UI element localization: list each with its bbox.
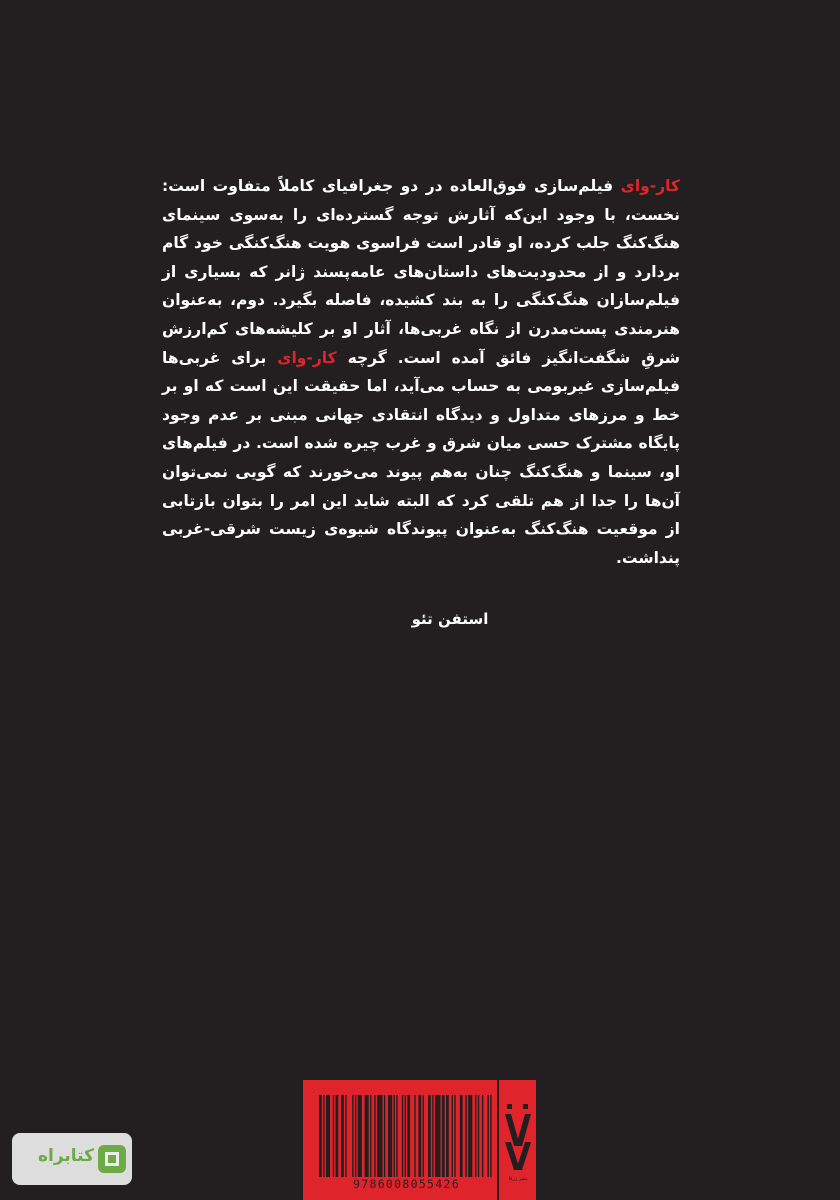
barcode-bar [446, 1095, 449, 1177]
barcode-bar [326, 1095, 330, 1177]
publisher-logo-icon [503, 1102, 533, 1172]
barcode-bar [352, 1095, 353, 1177]
barcode-bar [482, 1095, 483, 1177]
barcode-area [309, 1087, 492, 1191]
barcode-bar [341, 1095, 344, 1177]
barcode-bar [442, 1095, 445, 1177]
blurb-part-1: فیلم‌سازی فوق‌العاده در دو جغرافیای کاملاً متفاوت است: نخست، با وجود این‌که آثارش توجه گسترده‌ای را به‌سوی سینمای هنگ‌کنگ جلب کرده، او قادر است فراسوی هویت هنگ‌کنگی خود گام بردارد و از محدودیت‌های داستان‌های عامه‌پسند ژانر که بسیاری از فیلم‌سازان هنگ‌کنگی را به بند کشیده، فاصله بگیرد. دوم، به‌عنوان هنرمندی پست‌مدرن از نگاه غربی‌ها، آثار او بر کلیشه‌های کم‌ارزش شرقِ شگفت‌انگیز فائق آمده است. گرچه [162, 177, 680, 367]
blurb-highlight-name-2: کار-وای [277, 348, 337, 367]
barcode-bar [454, 1095, 455, 1177]
barcode-bar [490, 1095, 491, 1177]
barcode-bar [414, 1095, 415, 1177]
barcode-bar [333, 1095, 334, 1177]
barcode-bar [487, 1095, 488, 1177]
barcode-panel [303, 1080, 536, 1200]
barcode-bar [452, 1095, 453, 1177]
barcode [319, 1095, 493, 1177]
isbn-number: 9786008055426 [353, 1177, 460, 1191]
blurb-highlight-name: کار-وای [620, 177, 680, 195]
barcode-bar [370, 1095, 371, 1177]
barcode-bar [365, 1095, 369, 1177]
barcode-bar [460, 1095, 463, 1177]
barcode-bar [323, 1095, 324, 1177]
barcode-bar [388, 1095, 392, 1177]
blurb-part-2: برای غربی‌ها فیلم‌سازی غیربومی به حساب می‌آید، اما حقیقت این است که او بر خط و مرزهای متداول و دیدگاه انتقادی جهانی مبنی بر عدم وجود پایگاه مشترک حسی میان شرق و غرب چیره شده است. در فیلم‌های او، سینما و هنگ‌کنگ چنان به‌هم پیوند می‌خورند که گویی نمی‌توان آن‌ها را جدا از هم تلقی کرد که البته شاید این امر را بتوان بازتابی از موقعیت هنگ‌کنگ به‌عنوان پیوندگاه شیوه‌ی زیست شرقی-غربی پنداشت. [162, 348, 680, 567]
barcode-bar [345, 1095, 346, 1177]
kitabrah-logo-icon [94, 1141, 130, 1177]
barcode-divider [497, 1080, 499, 1200]
barcode-bar [435, 1095, 441, 1177]
blurb-text [162, 172, 680, 572]
publisher-name: نشر ژرفا [508, 1176, 528, 1182]
barcode-bar [465, 1095, 466, 1177]
author-name: استفن تئو [411, 610, 489, 628]
barcode-bar [384, 1095, 385, 1177]
barcode-bar [402, 1095, 403, 1177]
watermark-text: کتابراه [37, 1146, 94, 1166]
barcode-bar [418, 1095, 421, 1177]
barcode-bar [336, 1095, 339, 1177]
barcode-bar [468, 1095, 472, 1177]
barcode-bar [423, 1095, 424, 1177]
barcode-bar [319, 1095, 322, 1177]
barcode-bar [405, 1095, 406, 1177]
barcode-bar [407, 1095, 410, 1177]
barcode-bar [377, 1095, 383, 1177]
barcode-bar [396, 1095, 397, 1177]
barcode-bar [475, 1095, 476, 1177]
barcode-bar [394, 1095, 395, 1177]
barcode-bar [374, 1095, 375, 1177]
barcode-bar [358, 1095, 362, 1177]
barcode-bar [428, 1095, 431, 1177]
watermark-badge [12, 1133, 132, 1185]
barcode-bar [355, 1095, 356, 1177]
barcode-bar [478, 1095, 479, 1177]
barcode-bar [432, 1095, 433, 1177]
